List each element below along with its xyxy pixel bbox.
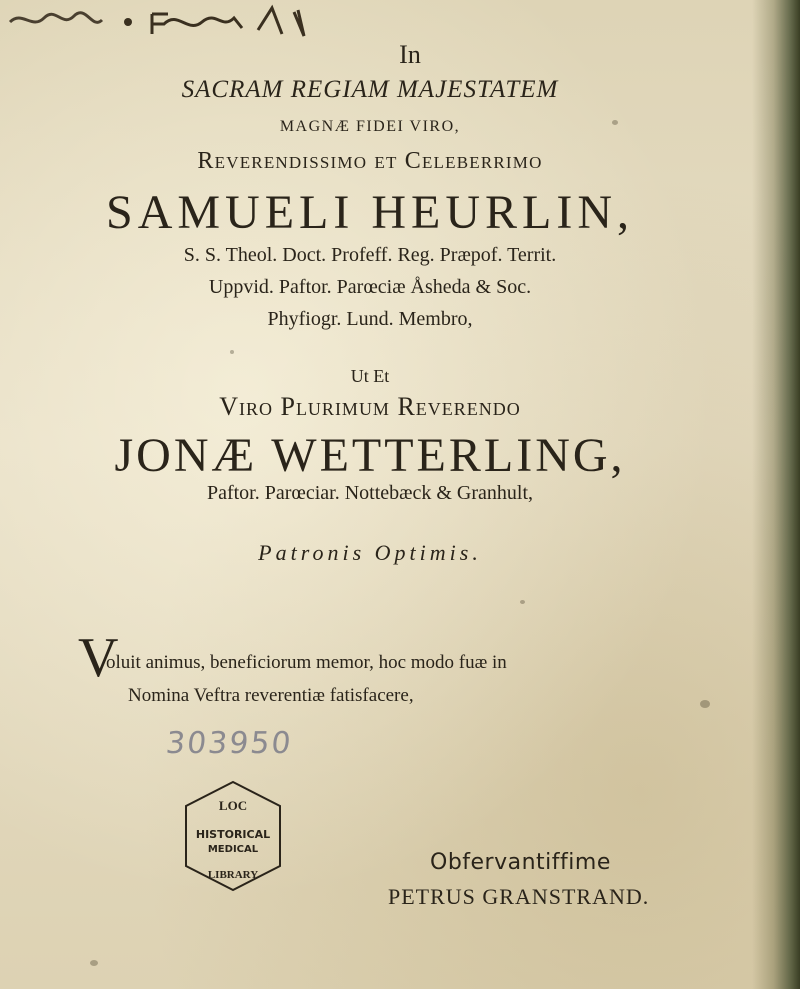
name-heurlin: SAMUELI HEURLIN, — [106, 186, 634, 239]
epithet-line: MAGNÆ FIDEI VIRO, — [279, 118, 461, 135]
stamp-top-text: LOC — [218, 798, 248, 813]
title-line-2: Uppvid. Paftor. Parœciæ Åsheda & Soc. — [208, 276, 532, 298]
title-line-4: Paftor. Parœciar. Nottebæck & Granhult, — [206, 482, 534, 504]
salutation-second: Viro Plurimum Reverendo — [219, 392, 521, 421]
dedication-heading: SACRAM REGIAM MAJESTATEM — [181, 76, 559, 103]
salutation-first: Reverendissimo et Celeberrimo — [197, 148, 543, 174]
catalog-number: 303950 — [164, 726, 295, 761]
title-line-3: Phyfiogr. Lund. Membro, — [267, 308, 473, 330]
library-stamp — [168, 776, 298, 896]
title-line-1: S. S. Theol. Doct. Profeff. Reg. Præpof. Territ. — [183, 244, 557, 266]
closing-word: Obfervantiffime — [430, 850, 611, 875]
heading-in: In — [399, 40, 421, 69]
body-line-1: oluit animus, beneficiorum memor, hoc modo fuæ in — [106, 652, 507, 673]
stamp-bottom-text: LIBRARY — [207, 869, 259, 881]
body-line-2: Nomina Veftra reverentiæ fatisfacere, — [128, 685, 414, 706]
author-name: PETRUS GRANSTRAND. — [388, 884, 650, 909]
stamp-middle-text-1: HISTORICAL — [195, 828, 271, 841]
patronis-line: Patronis Optimis. — [258, 540, 482, 565]
name-wetterling: JONÆ WETTERLING, — [114, 429, 626, 482]
page-edge-shadow — [752, 0, 800, 989]
stamp-middle-text-2: MEDICAL — [207, 844, 259, 855]
connector-ut-et: Ut Et — [350, 366, 390, 386]
drop-initial: V — [78, 627, 119, 689]
